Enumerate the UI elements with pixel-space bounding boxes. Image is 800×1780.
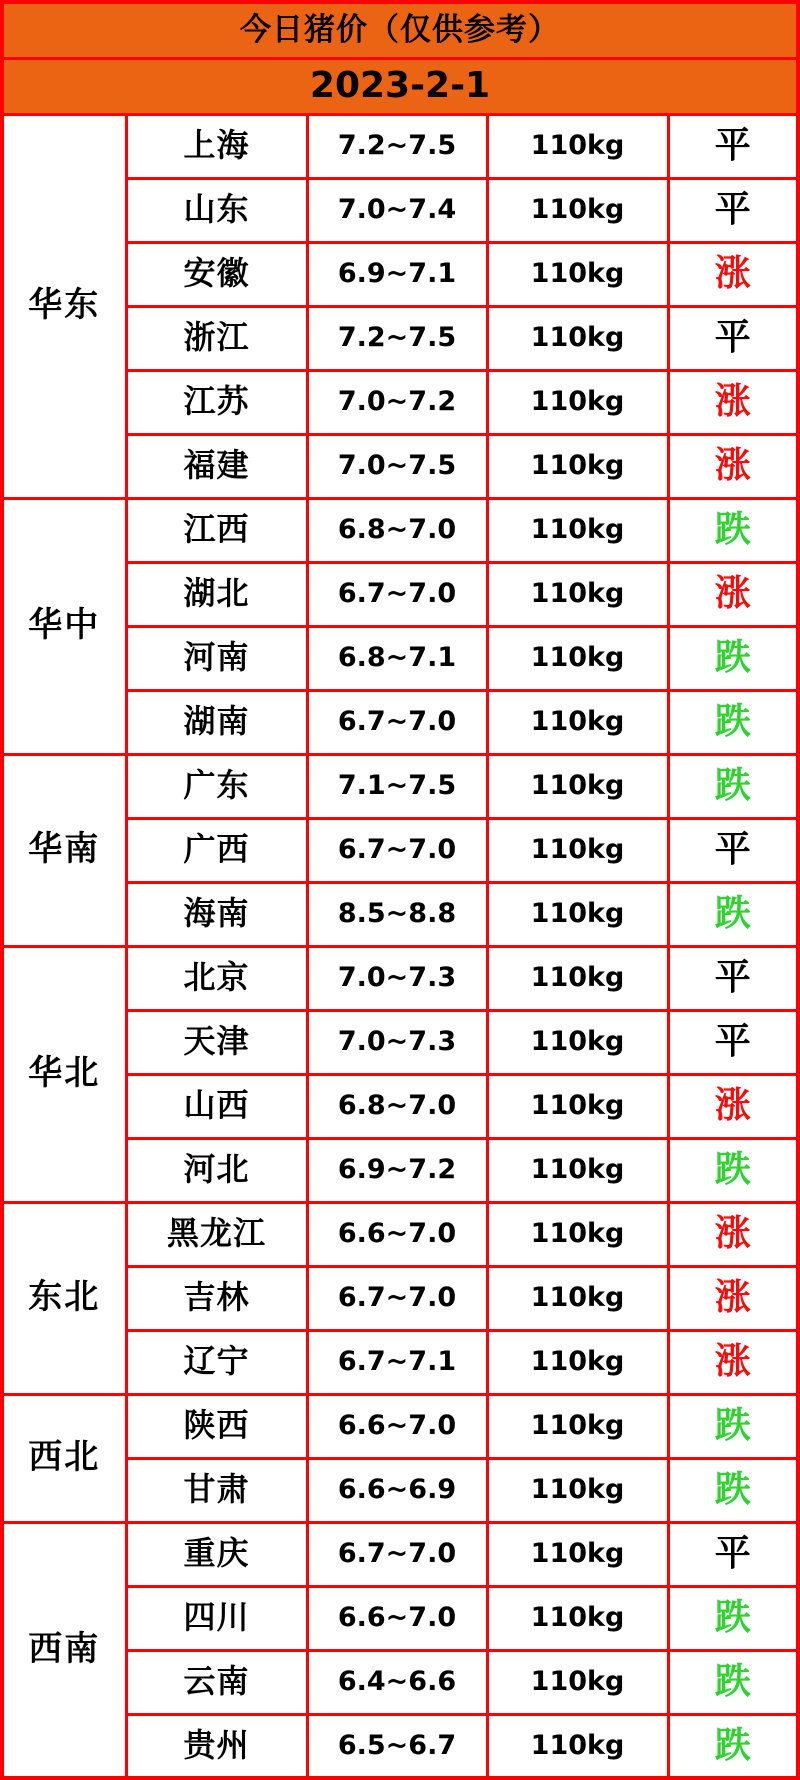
status-label: 平 [668,1522,798,1586]
price-range: 7.2~7.5 [307,114,487,178]
province-label: 四川 [126,1586,307,1650]
weight-label: 110kg [487,562,668,626]
weight-label: 110kg [487,1010,668,1074]
province-label: 云南 [126,1650,307,1714]
weight-label: 110kg [487,626,668,690]
region-label: 华东 [2,114,126,498]
province-label: 河南 [126,626,307,690]
status-label: 跌 [668,1138,798,1202]
table-row [2,946,798,1010]
price-range: 6.4~6.6 [307,1650,487,1714]
region-label: 华南 [2,754,126,946]
price-range: 6.8~7.0 [307,498,487,562]
weight-label: 110kg [487,1330,668,1394]
weight-label: 110kg [487,434,668,498]
weight-label: 110kg [487,1138,668,1202]
price-range: 6.9~7.1 [307,242,487,306]
weight-label: 110kg [487,1266,668,1330]
price-range: 6.6~7.0 [307,1586,487,1650]
province-label: 江西 [126,498,307,562]
price-range: 6.7~7.0 [307,690,487,754]
weight-label: 110kg [487,1650,668,1714]
weight-label: 110kg [487,114,668,178]
weight-label: 110kg [487,754,668,818]
province-label: 福建 [126,434,307,498]
region-label: 华中 [2,498,126,754]
table-row [2,1522,798,1586]
weight-label: 110kg [487,178,668,242]
status-label: 跌 [668,690,798,754]
status-label: 跌 [668,1586,798,1650]
status-label: 平 [668,818,798,882]
table-row [2,1394,798,1458]
weight-label: 110kg [487,1394,668,1458]
price-range: 6.7~7.0 [307,1266,487,1330]
province-label: 浙江 [126,306,307,370]
price-range: 7.0~7.3 [307,946,487,1010]
status-label: 涨 [668,1266,798,1330]
price-range: 6.5~6.7 [307,1714,487,1778]
province-label: 安徽 [126,242,307,306]
weight-label: 110kg [487,1586,668,1650]
weight-label: 110kg [487,306,668,370]
report-date: 2023-2-1 [2,58,798,114]
table-row [2,114,798,178]
price-range: 6.7~7.0 [307,818,487,882]
price-range: 8.5~8.8 [307,882,487,946]
weight-label: 110kg [487,1458,668,1522]
status-label: 平 [668,946,798,1010]
price-range: 6.9~7.2 [307,1138,487,1202]
weight-label: 110kg [487,946,668,1010]
weight-label: 110kg [487,882,668,946]
weight-label: 110kg [487,690,668,754]
province-label: 山东 [126,178,307,242]
status-label: 跌 [668,1458,798,1522]
page-title: 今日猪价（仅供参考） [2,2,798,58]
region-label: 华北 [2,946,126,1202]
price-range: 7.0~7.5 [307,434,487,498]
price-range: 7.0~7.3 [307,1010,487,1074]
weight-label: 110kg [487,370,668,434]
status-label: 涨 [668,1074,798,1138]
status-label: 涨 [668,562,798,626]
price-range: 7.0~7.2 [307,370,487,434]
province-label: 广西 [126,818,307,882]
title-row [2,2,798,58]
date-row [2,58,798,114]
province-label: 河北 [126,1138,307,1202]
status-label: 跌 [668,882,798,946]
weight-label: 110kg [487,1714,668,1778]
price-range: 7.2~7.5 [307,306,487,370]
province-label: 广东 [126,754,307,818]
status-label: 跌 [668,754,798,818]
province-label: 上海 [126,114,307,178]
status-label: 涨 [668,434,798,498]
province-label: 吉林 [126,1266,307,1330]
weight-label: 110kg [487,1074,668,1138]
province-label: 湖南 [126,690,307,754]
status-label: 跌 [668,1714,798,1778]
province-label: 山西 [126,1074,307,1138]
status-label: 涨 [668,242,798,306]
province-label: 江苏 [126,370,307,434]
status-label: 涨 [668,1202,798,1266]
status-label: 平 [668,178,798,242]
province-label: 重庆 [126,1522,307,1586]
status-label: 跌 [668,498,798,562]
region-label: 西南 [2,1522,126,1778]
price-range: 6.6~7.0 [307,1394,487,1458]
province-label: 天津 [126,1010,307,1074]
weight-label: 110kg [487,498,668,562]
province-label: 甘肃 [126,1458,307,1522]
price-range: 6.6~7.0 [307,1202,487,1266]
price-range: 6.7~7.0 [307,562,487,626]
table-row [2,1202,798,1266]
price-range: 7.0~7.4 [307,178,487,242]
status-label: 平 [668,306,798,370]
status-label: 涨 [668,370,798,434]
province-label: 北京 [126,946,307,1010]
weight-label: 110kg [487,818,668,882]
table-row [2,754,798,818]
status-label: 跌 [668,1394,798,1458]
region-label: 西北 [2,1394,126,1522]
price-range: 6.7~7.0 [307,1522,487,1586]
price-range: 6.7~7.1 [307,1330,487,1394]
province-label: 湖北 [126,562,307,626]
province-label: 贵州 [126,1714,307,1778]
weight-label: 110kg [487,1202,668,1266]
status-label: 平 [668,1010,798,1074]
price-range: 6.6~6.9 [307,1458,487,1522]
price-range: 6.8~7.1 [307,626,487,690]
status-label: 跌 [668,626,798,690]
province-label: 海南 [126,882,307,946]
price-range: 6.8~7.0 [307,1074,487,1138]
price-range: 7.1~7.5 [307,754,487,818]
province-label: 陕西 [126,1394,307,1458]
province-label: 黑龙江 [126,1202,307,1266]
region-label: 东北 [2,1202,126,1394]
table-row [2,498,798,562]
status-label: 平 [668,114,798,178]
province-label: 辽宁 [126,1330,307,1394]
status-label: 跌 [668,1650,798,1714]
weight-label: 110kg [487,1522,668,1586]
status-label: 涨 [668,1330,798,1394]
weight-label: 110kg [487,242,668,306]
